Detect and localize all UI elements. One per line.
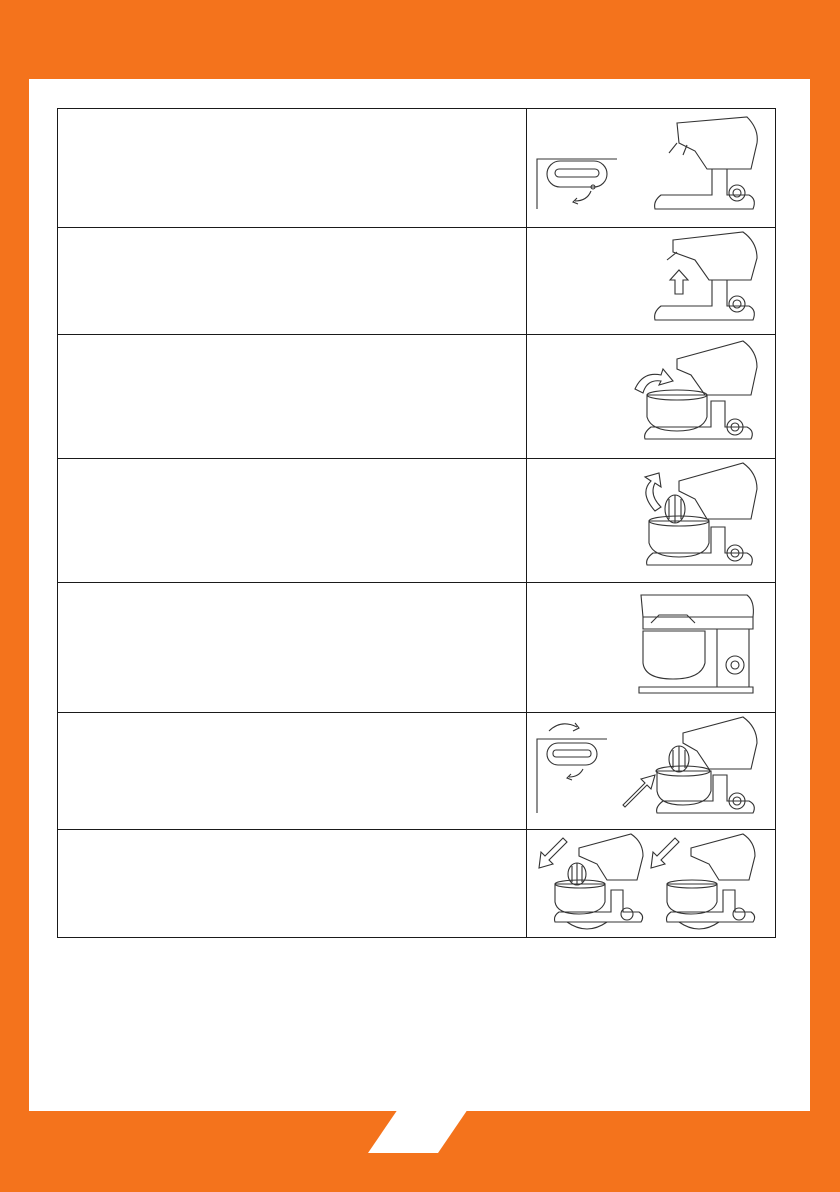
arrow-down-left-icon xyxy=(651,838,679,868)
step-row-3 xyxy=(57,335,776,459)
step-row-4 xyxy=(57,459,776,583)
step-text-4 xyxy=(58,459,527,582)
step-row-1 xyxy=(57,109,776,228)
mixer-with-whisk-icon xyxy=(647,463,757,565)
step-illustration-2 xyxy=(527,228,775,334)
step-row-5 xyxy=(57,583,776,713)
step-illustration-6 xyxy=(527,713,775,829)
mixer-with-bowl-icon xyxy=(645,341,757,439)
step-text-5 xyxy=(58,583,527,712)
step-illustration-1 xyxy=(527,109,775,227)
mixer-closed-with-lid-icon xyxy=(639,595,753,693)
page-tab-notch xyxy=(368,1109,468,1153)
step-row-2 xyxy=(57,228,776,335)
rotate-arrow-icon xyxy=(635,369,673,393)
arrow-up-right-icon xyxy=(623,775,655,807)
mixer-head-raised-icon xyxy=(655,232,757,320)
mixer-with-whisk-icon xyxy=(656,717,757,813)
lock-lever-icon xyxy=(537,723,607,813)
step-text-6 xyxy=(58,713,527,829)
arrow-up-icon xyxy=(670,270,688,294)
mixer-head-down-icon xyxy=(655,117,758,209)
mixer-with-whisk-icon xyxy=(555,834,644,929)
instruction-steps-table xyxy=(57,108,776,938)
step-row-6 xyxy=(57,713,776,830)
step-text-2 xyxy=(58,228,527,334)
step-illustration-3 xyxy=(527,335,775,458)
step-illustration-5 xyxy=(527,583,775,712)
manual-page xyxy=(29,79,810,1111)
arrow-down-left-icon xyxy=(539,838,567,868)
step-row-7 xyxy=(57,830,776,938)
step-illustration-7 xyxy=(527,830,775,937)
mixer-with-bowl-icon xyxy=(667,834,756,929)
step-text-1 xyxy=(58,109,527,227)
step-text-3 xyxy=(58,335,527,458)
rotate-arrow-icon xyxy=(645,473,661,511)
step-illustration-4 xyxy=(527,459,775,582)
lock-lever-icon xyxy=(537,159,617,209)
step-text-7 xyxy=(58,830,527,937)
